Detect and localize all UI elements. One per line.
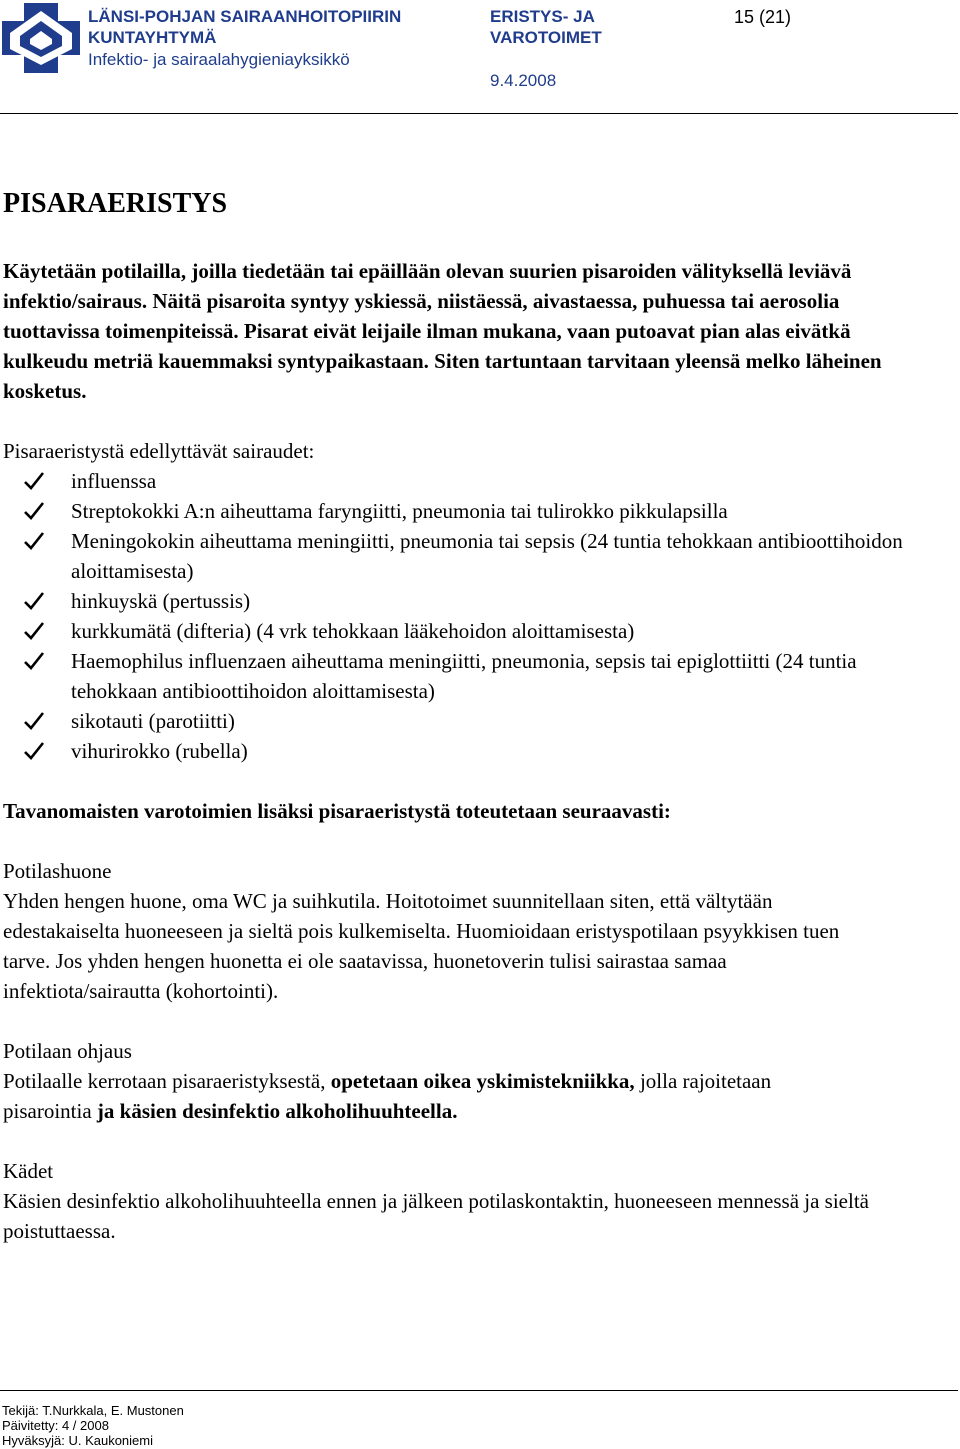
section-title: PISARAERISTYS: [3, 188, 228, 219]
guidance-bold-2: ja käsien desinfektio alkoholihuuhteella.: [96, 1099, 458, 1123]
guidance-paragraph: [3, 1066, 863, 1126]
guidance-text-2: jolla rajoitetaan pisarointia: [3, 1069, 772, 1123]
list-item: [3, 526, 948, 586]
main-content: [3, 186, 953, 1246]
disease-item: Streptokokki A:n aiheuttama faryngiitti, pneumonia tai tulirokko pikkulapsilla: [71, 499, 728, 523]
list-item: [3, 586, 948, 616]
disease-item: sikotauti (parotiitti): [71, 709, 235, 733]
hands-paragraph: Käsien desinfektio alkoholihuuhteella ennen ja jälkeen potilaskontaktin, huoneeseen mennessä ja sieltä poistuttaessa.: [3, 1189, 869, 1243]
footer-author: Tekijä: T.Nurkkala, E. Mustonen: [2, 1403, 184, 1418]
checkmark-icon: [23, 736, 45, 766]
room-heading: Potilashuone: [3, 859, 112, 883]
doc-title-line2: VAROTOIMET: [490, 28, 602, 47]
list-item: [3, 466, 948, 496]
diseases-heading: Pisaraeristystä edellyttävät sairaudet:: [3, 439, 315, 463]
disease-item: Meningokokin aiheuttama meningiitti, pneumonia tai sepsis (24 tuntia tehokkaan antibioottihoidon aloittamisesta): [71, 529, 903, 583]
page-number: 15 (21): [734, 7, 792, 27]
guidance-heading: Potilaan ohjaus: [3, 1039, 132, 1063]
checkmark-icon: [23, 496, 45, 526]
list-item: [3, 616, 948, 646]
doc-date: 9.4.2008: [490, 71, 557, 90]
org-name-line1: LÄNSI-POHJAN SAIRAANHOITOPIIRIN: [88, 7, 402, 26]
measures-heading: Tavanomaisten varotoimien lisäksi pisaraeristystä toteutetaan seuraavasti:: [3, 799, 671, 823]
intro-paragraph: Käytetään potilailla, joilla tiedetään tai epäillään olevan suurien pisaroiden välityksellä leviävä infektio/sairaus. Näitä pisaroita syntyy yskiessä, niistäessä, aivastaessa, puhuessa tai aerosolia tuottavissa toimenpiteissä. Pisarat eivät leijaile ilman mukana, vaan putoavat pian alas eivätkä kulkeudu metriä kauemmaksi syntypaikastaan. Siten tartuntaan tarvitaan yleensä melko läheinen kosketus.: [3, 259, 882, 403]
checkmark-icon: [23, 616, 45, 646]
guidance-text-1: Potilaalle kerrotaan pisaraeristyksestä,: [3, 1069, 326, 1093]
disease-item: Haemophilus influenzaen aiheuttama meningiitti, pneumonia, sepsis tai epiglottiitti (24 tuntia tehokkaan antibioottihoidon aloittamisesta): [71, 649, 857, 703]
disease-item: kurkkumätä (difteria) (4 vrk tehokkaan lääkehoidon aloittamisesta): [71, 619, 635, 643]
hands-heading: Kädet: [3, 1159, 54, 1183]
disease-item: vihurirokko (rubella): [71, 739, 248, 763]
guidance-bold-1: opetetaan oikea yskimistekniikka,: [330, 1069, 635, 1093]
footer-divider: [0, 1390, 958, 1391]
list-item: [3, 706, 948, 736]
hospital-logo-icon: [2, 3, 80, 73]
checkmark-icon: [23, 646, 45, 676]
unit-name: Infektio- ja sairaalahygieniayksikkö: [88, 50, 350, 69]
org-name-line2: KUNTAYHTYMÄ: [88, 28, 217, 47]
disease-item: hinkuyskä (pertussis): [71, 589, 251, 613]
checkmark-icon: [23, 586, 45, 616]
logo: [2, 3, 80, 73]
header-divider: [0, 113, 958, 114]
footer-updated: Päivitetty: 4 / 2008: [2, 1418, 109, 1433]
diseases-list: [3, 466, 948, 766]
disease-item: influenssa: [71, 469, 157, 493]
checkmark-icon: [23, 466, 45, 496]
checkmark-icon: [23, 706, 45, 736]
doc-title-line1: ERISTYS- JA: [490, 7, 595, 26]
room-paragraph: Yhden hengen huone, oma WC ja suihkutila. Hoitotoimet suunnitellaan siten, että vältytään edestakaiselta huoneeseen ja sieltä pois kulkemiselta. Huomioidaan eristyspotilaan psyykkisen tuen tarve. Jos yhden hengen huonetta ei ole saatavissa, huonetoverin tulisi sairastaa samaa infektiota/sairautta (kohortointi).: [3, 889, 840, 1003]
footer-approved: Hyväksyjä: U. Kaukoniemi: [2, 1433, 153, 1448]
checkmark-icon: [23, 526, 45, 556]
list-item: [3, 496, 948, 526]
list-item: [3, 646, 948, 706]
list-item: [3, 736, 948, 766]
